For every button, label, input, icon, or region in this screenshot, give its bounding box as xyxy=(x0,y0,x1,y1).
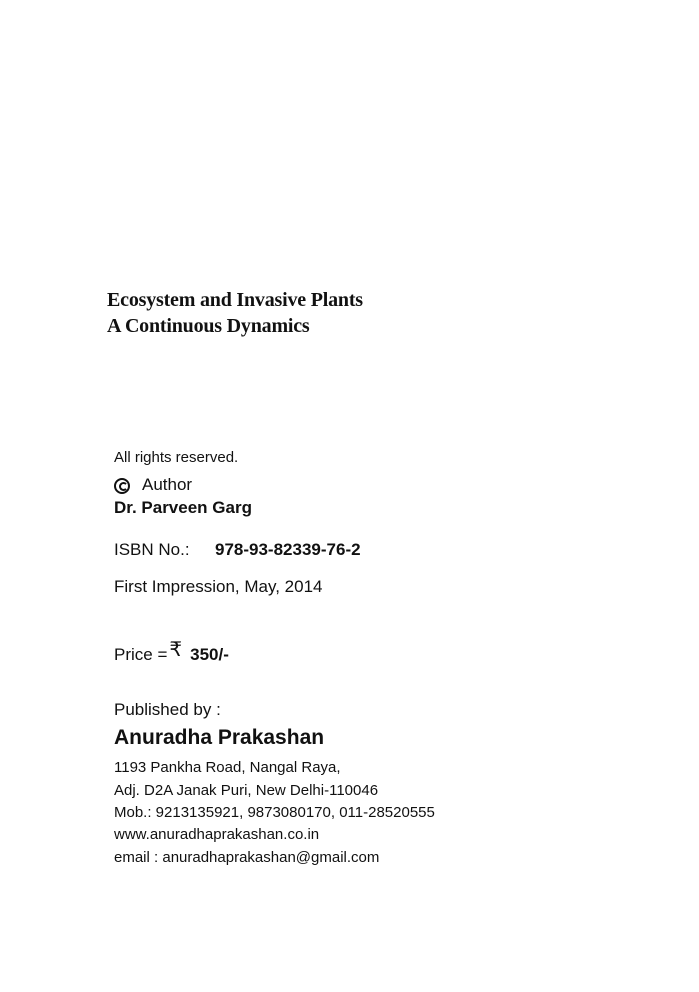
published-by-label: Published by : xyxy=(114,700,221,719)
author-label: Author xyxy=(142,475,193,494)
publisher-website: www.anuradhaprakashan.co.in xyxy=(114,826,320,843)
price-row xyxy=(114,637,229,665)
price-label: Price = xyxy=(114,645,168,664)
isbn-value: 978-93-82339-76-2 xyxy=(215,540,361,559)
isbn-label: ISBN No.: xyxy=(114,540,190,559)
copyright-icon xyxy=(114,478,130,494)
publisher-name: Anuradha Prakashan xyxy=(114,726,325,749)
isbn-row xyxy=(114,540,361,560)
rupee-icon: ₹ xyxy=(169,637,183,661)
copyright-row xyxy=(114,475,192,495)
author-name: Dr. Parveen Garg xyxy=(114,498,252,517)
publisher-address-line-1: 1193 Pankha Road, Nangal Raya, xyxy=(114,759,341,776)
publisher-email: email : anuradhaprakashan@gmail.com xyxy=(114,849,380,866)
book-title xyxy=(107,287,363,339)
publisher-address-line-2: Adj. D2A Janak Puri, New Delhi-110046 xyxy=(114,782,379,799)
rights-reserved-text: All rights reserved. xyxy=(114,449,239,466)
first-impression-text: First Impression, May, 2014 xyxy=(114,577,323,596)
book-title-line-2: A Continuous Dynamics xyxy=(107,315,310,337)
book-title-line-1: Ecosystem and Invasive Plants xyxy=(107,289,363,311)
publisher-phone: Mob.: 9213135921, 9873080170, 011-28520555 xyxy=(114,804,435,821)
price-value: 350/- xyxy=(190,645,229,664)
